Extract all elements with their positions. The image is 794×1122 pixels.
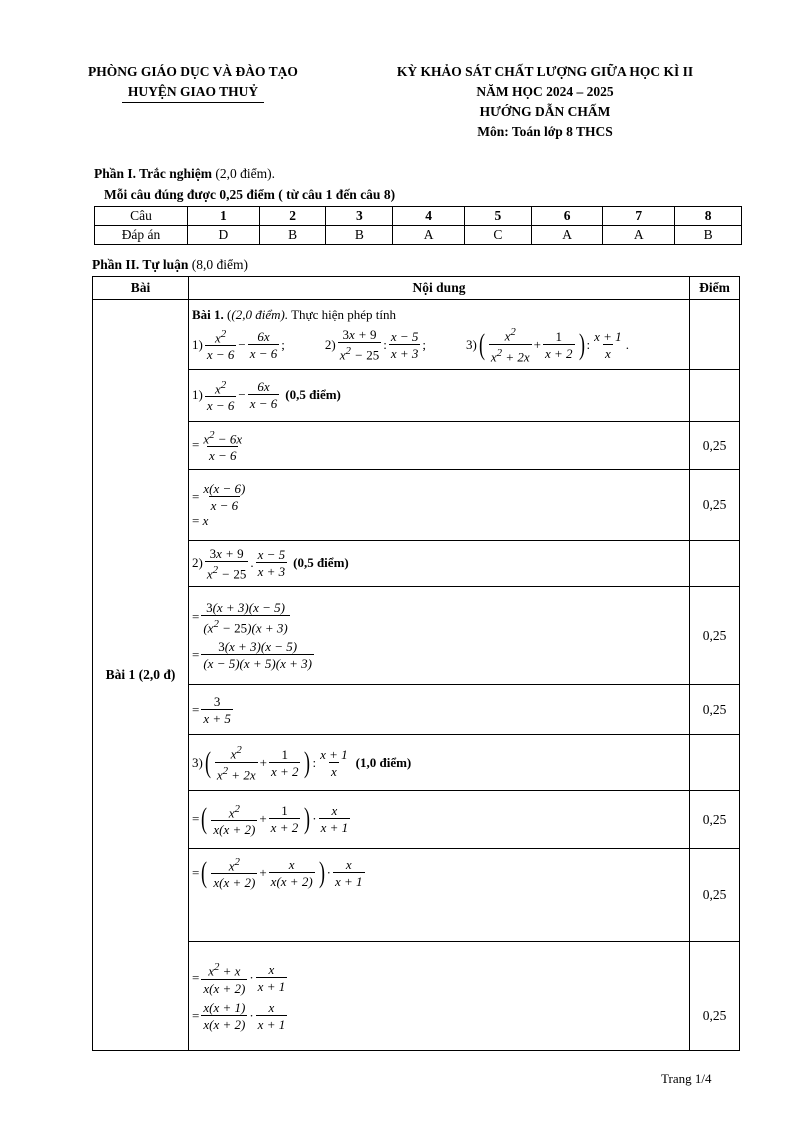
answer-cell: D: [188, 226, 260, 245]
answer-table: [94, 206, 742, 245]
step-cell: = $\frac{x^2 - 6x}{x - 6}$: [189, 422, 690, 470]
question-num: 6: [531, 207, 603, 226]
district-name: HUYỆN GIAO THUỶ: [122, 82, 264, 103]
points-cell: [690, 735, 740, 791]
part1-title: Phần I. Trắc nghiệm (2,0 điểm).: [94, 166, 276, 181]
step-row: [93, 791, 740, 849]
answer-row: [95, 226, 742, 245]
header-left: [48, 62, 338, 103]
question-num: 5: [464, 207, 531, 226]
school-year: NĂM HỌC 2024 – 2025: [476, 84, 614, 99]
department-name: PHÒNG GIÁO DỤC VÀ ĐÀO TẠO: [88, 64, 298, 79]
problem-list: 1) $x^2$ x − 6 − $\frac{6x}{x - 6}$ ; 2) 3x + 9 $x^2 - 25$ : x − 5 x + 3 ; 3) ( $x^2$ $x^2 + 2x$ + $\frac{1}{x + 2}$ ) : x + 1 x .: [192, 326, 629, 364]
step-cell: = $\frac{x(x - 6)}{x - 6}$ = x: [189, 470, 690, 541]
doc-type: HƯỚNG DẪN CHẤM: [479, 104, 611, 119]
answer-row-label: Đáp án: [95, 226, 188, 245]
question-num: 8: [675, 207, 742, 226]
points-cell: [690, 300, 740, 370]
answer-cell: C: [464, 226, 531, 245]
solution-table: [92, 276, 740, 1051]
question-row-label: Câu: [95, 207, 188, 226]
intro-row: [93, 300, 740, 370]
exam-title: KỲ KHẢO SÁT CHẤT LƯỢNG GIỮA HỌC KÌ II: [396, 64, 694, 79]
points-cell: 0,25: [690, 470, 740, 541]
points-cell: 0,25: [690, 422, 740, 470]
step-row: [93, 685, 740, 735]
step-row: [93, 735, 740, 791]
part2-title: Phần II. Tự luận (8,0 điểm): [92, 257, 249, 272]
question-row: [95, 207, 742, 226]
col-bai: Bài: [93, 277, 189, 300]
answer-cell: A: [531, 226, 603, 245]
step-row: [93, 470, 740, 541]
answer-cell: B: [326, 226, 393, 245]
step-cell: = ( $x^2$ x(x + 2) + $\frac{1}{x + 2}$ ) · x x + 1: [189, 791, 690, 849]
points-cell: 0,25: [690, 685, 740, 735]
step-cell: 1) $x^2$ x − 6 − $\frac{6x}{x - 6}$ (0,5 điểm): [189, 370, 690, 422]
question-num: 7: [603, 207, 675, 226]
question-num: 1: [188, 207, 260, 226]
points-cell: 0,25: [690, 791, 740, 849]
step-cell: 3) ( $x^2$ $x^2 + 2x$ + $\frac{1}{x + 2}$ ) : x + 1 x (1,0 điểm): [189, 735, 690, 791]
question-num: 4: [393, 207, 465, 226]
step-cell: = $\frac{3(x + 3)(x - 5)}{(x^2 - 25)(x + 3)}$ = $\frac{3(x + 3)(x - 5)}{(x - 5)(x + 5)(x + 3)}$: [189, 587, 690, 685]
points-cell: [690, 370, 740, 422]
points-cell: 0,25: [690, 849, 740, 942]
header-right: [352, 62, 738, 142]
step-cell: = $\frac{x^2 + x}{x(x + 2)}$ · x x + 1 = $\frac{x(x + 1)}{x(x + 2)}$ · x x + 1: [189, 942, 690, 1051]
step-row: [93, 422, 740, 470]
subject: Môn: Toán lớp 8 THCS: [477, 124, 613, 139]
intro-cell: Bài 1. ((2,0 điểm). Thực hiện phép tính 1) $x^2$ x − 6 − $\frac{6x}{x - 6}$ ; 2) 3x + 9 $x^2 - 25$ : x − 5 x + 3 ; 3) ( $x^2$ $x^2 + 2x$ + $\frac{1}{x + 2}$ ) : x + 1 x .: [189, 300, 690, 370]
points-cell: [690, 541, 740, 587]
answer-cell: A: [603, 226, 675, 245]
solution-header-row: [93, 277, 740, 300]
points-cell: 0,25: [690, 587, 740, 685]
answer-cell: B: [259, 226, 326, 245]
answer-cell: B: [675, 226, 742, 245]
step-cell: = $\frac{3}{x + 5}$: [189, 685, 690, 735]
question-num: 2: [259, 207, 326, 226]
page-number: Trang 1/4: [661, 1071, 712, 1086]
bai-label: Bài 1 (2,0 đ): [93, 300, 189, 1051]
answer-cell: A: [393, 226, 465, 245]
step-cell: 2) 3x + 9 $x^2 - 25$ . x − 5 x + 3 (0,5 điểm): [189, 541, 690, 587]
question-num: 3: [326, 207, 393, 226]
part1-note: Mỗi câu đúng được 0,25 điểm ( từ câu 1 đến câu 8): [104, 187, 396, 202]
step-row: [93, 541, 740, 587]
step-row: [93, 849, 740, 942]
points-cell: 0,25: [690, 942, 740, 1051]
step-row: [93, 587, 740, 685]
col-points: Điểm: [690, 277, 740, 300]
step-cell: = ( $x^2$ x(x + 2) + $\frac{x}{x(x + 2)}$ ) · x x + 1: [189, 849, 690, 942]
step-row: [93, 942, 740, 1051]
step-row: [93, 370, 740, 422]
col-content: Nội dung: [189, 277, 690, 300]
